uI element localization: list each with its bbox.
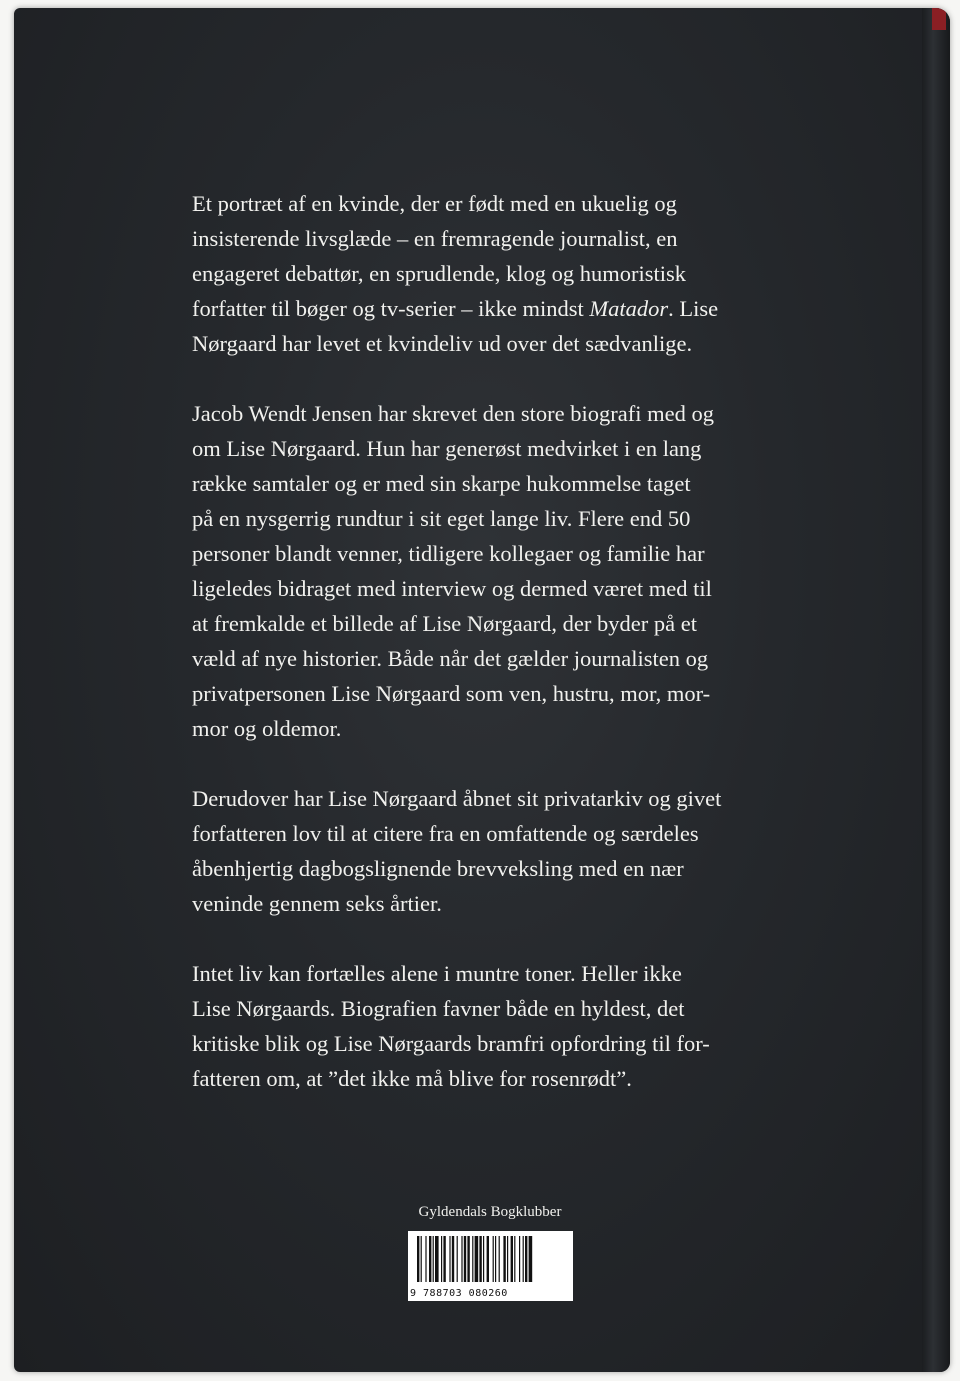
blurb-line: Jacob Wendt Jensen har skrevet den store biografi med og bbox=[192, 401, 714, 426]
barcode-bar bbox=[511, 1236, 513, 1282]
blurb-line: personer blandt venner, tidligere kollegaer og familie har bbox=[192, 541, 705, 566]
blurb-text bbox=[192, 186, 812, 1131]
barcode-bar bbox=[441, 1236, 442, 1282]
blurb-text-segment: forfatter til bøger og tv-serier – ikke mindst bbox=[192, 296, 590, 321]
blurb-line: Intet liv kan fortælles alene i muntre toner. Heller ikke bbox=[192, 961, 682, 986]
blurb-line: forfatteren lov til at citere fra en omfattende og særdeles bbox=[192, 821, 699, 846]
blurb-line bbox=[192, 291, 812, 326]
blurb-line: veninde gennem seks årtier. bbox=[192, 891, 442, 916]
barcode-bar bbox=[421, 1236, 422, 1282]
isbn-barcode bbox=[408, 1231, 573, 1301]
barcode-bar bbox=[435, 1236, 439, 1282]
barcode-bar bbox=[495, 1236, 496, 1282]
title-matador: Matador bbox=[589, 296, 669, 321]
blurb-paragraph-2 bbox=[192, 396, 812, 746]
blurb-line: åbenhjertig dagbogslignende brevveksling med en nær bbox=[192, 856, 684, 881]
barcode-bar bbox=[499, 1236, 500, 1282]
barcode-bar bbox=[529, 1236, 533, 1282]
blurb-line: ligeledes bidraget med interview og dermed været med til bbox=[192, 576, 712, 601]
blurb-paragraph-1 bbox=[192, 186, 812, 361]
blurb-line: at fremkalde et billede af Lise Nørgaard, der byder på et bbox=[192, 611, 697, 636]
barcode-bar bbox=[479, 1236, 481, 1282]
barcode-bar bbox=[514, 1236, 515, 1282]
barcode-number: 9 788703 080260 bbox=[410, 1288, 508, 1299]
barcode-bar bbox=[503, 1236, 505, 1282]
barcode-bar bbox=[425, 1236, 426, 1282]
barcode-bar bbox=[507, 1236, 508, 1282]
barcode-bar bbox=[475, 1236, 479, 1282]
blurb-line: på en nysgerrig rundtur i sit eget lange liv. Flere end 50 bbox=[192, 506, 691, 531]
barcode-bar bbox=[483, 1236, 484, 1282]
barcode-bar bbox=[523, 1236, 524, 1282]
blurb-line: Nørgaard har levet et kvindeliv ud over det sædvanlige. bbox=[192, 331, 693, 356]
blurb-line: Lise Nørgaards. Biografien favner både en hyldest, det bbox=[192, 996, 685, 1021]
barcode-bar bbox=[457, 1236, 458, 1282]
publisher-name: Gyldendals Bogklubber bbox=[418, 1204, 562, 1220]
barcode-bar bbox=[433, 1236, 434, 1282]
barcode-bar bbox=[525, 1236, 527, 1282]
barcode-bar bbox=[429, 1236, 431, 1282]
barcode-bar bbox=[493, 1236, 494, 1282]
book-edge bbox=[922, 8, 950, 1372]
barcode-bar bbox=[472, 1236, 473, 1282]
barcode-bar bbox=[461, 1236, 462, 1282]
blurb-line: kritiske blik og Lise Nørgaards bramfri opfordring til for- bbox=[192, 1031, 710, 1056]
blurb-line: insisterende livsglæde – en fremragende journalist, en bbox=[192, 226, 678, 251]
blurb-line: Et portræt af en kvinde, der er født med en ukuelig og bbox=[192, 191, 677, 216]
barcode-bar bbox=[417, 1236, 419, 1282]
red-page-edge bbox=[932, 8, 946, 30]
book-back-cover bbox=[14, 8, 950, 1372]
barcode-bar bbox=[449, 1236, 450, 1282]
blurb-line: fatteren om, at ”det ikke må blive for rosenrødt”. bbox=[192, 1066, 632, 1091]
blurb-text-segment: . Lise bbox=[668, 296, 719, 321]
barcode-bars bbox=[417, 1236, 565, 1282]
blurb-paragraph-4 bbox=[192, 956, 812, 1096]
barcode-bar bbox=[519, 1236, 520, 1282]
blurb-line: række samtaler og er med sin skarpe hukommelse taget bbox=[192, 471, 691, 496]
barcode-bar bbox=[443, 1236, 445, 1282]
blurb-paragraph-3 bbox=[192, 781, 812, 921]
blurb-line: mor og oldemor. bbox=[192, 716, 342, 741]
blurb-line: privatpersonen Lise Nørgaard som ven, hustru, mor, mor- bbox=[192, 681, 711, 706]
barcode-bar bbox=[487, 1236, 489, 1282]
barcode-bar bbox=[452, 1236, 454, 1282]
barcode-bar bbox=[467, 1236, 469, 1282]
barcode-bar bbox=[464, 1236, 466, 1282]
blurb-line: væld af nye historier. Både når det gælder journalisten og bbox=[192, 646, 709, 671]
blurb-line: engageret debattør, en sprudlende, klog og humoristisk bbox=[192, 261, 686, 286]
blurb-line: om Lise Nørgaard. Hun har generøst medvirket i en lang bbox=[192, 436, 702, 461]
blurb-line: Derudover har Lise Nørgaard åbnet sit privatarkiv og givet bbox=[192, 786, 722, 811]
